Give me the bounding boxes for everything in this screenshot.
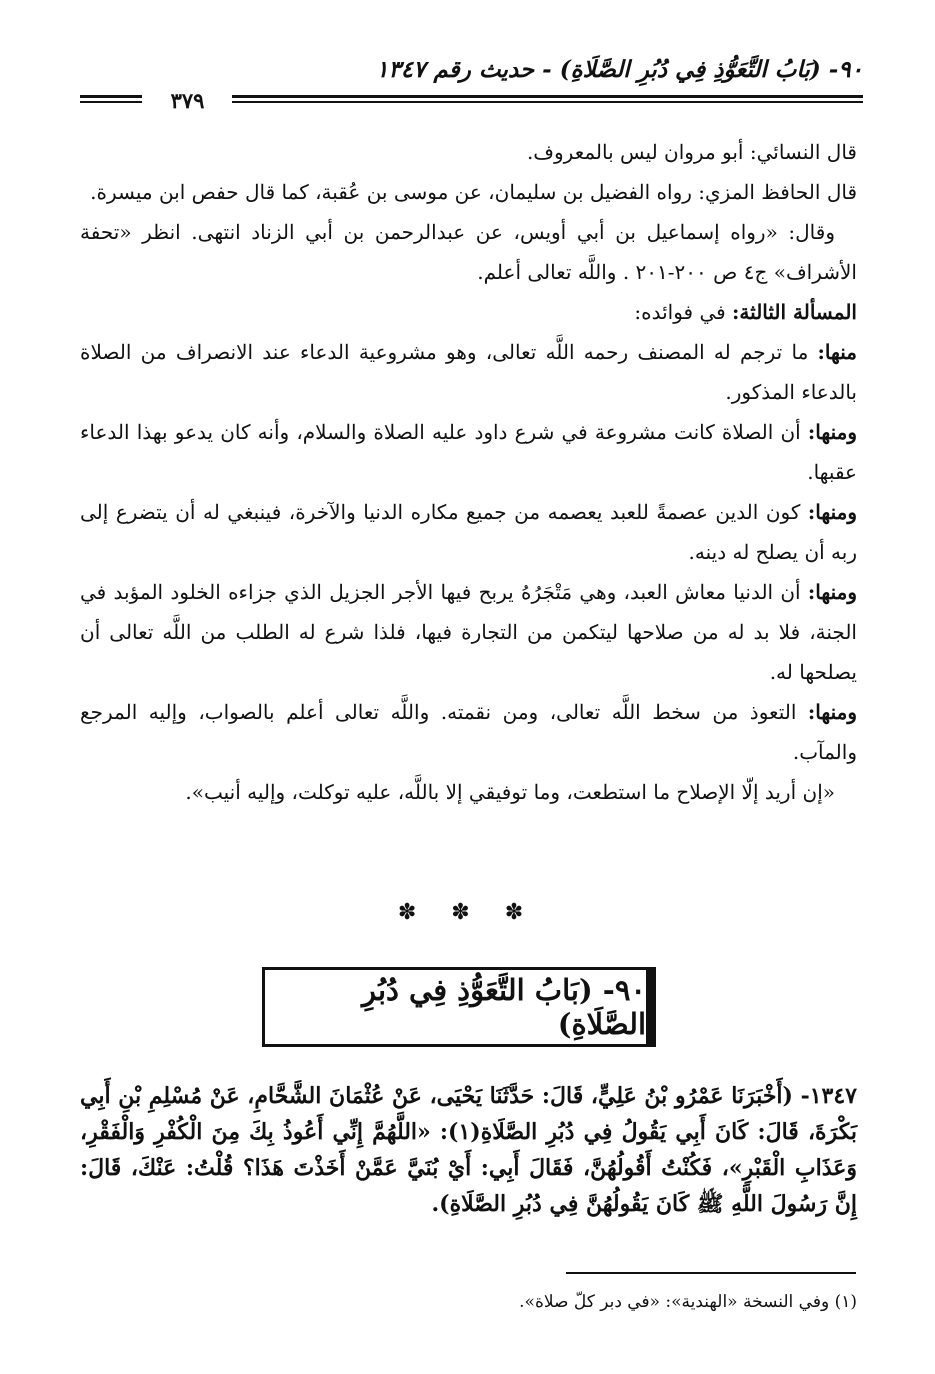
header-rule: [80, 101, 142, 103]
header-rule: [232, 95, 863, 98]
paragraph: وقال: «رواه إسماعيل بن أبي أويس، عن عبدالرحمن بن أبي الزناد انتهى. انظر «تحفة الأشراف» ج٤ ص ٢٠٠-٢٠١ . واللَّه تعالى أعلم.: [80, 220, 857, 284]
commentary-text: [80, 132, 857, 812]
footnote-rule: [566, 1272, 856, 1274]
paragraph: ومنها: أن الدنيا معاش العبد، وهي مَتْجَرُهُ يربح فيها الأجر الجزيل الذي جزاءه الخلود المؤبد في الجنة، فلا بد له من صلاحها ليتكمن من التجارة فيها، فلذا شرع له الطلب من اللَّه تعالى أن يصلحها له.: [80, 580, 858, 684]
section-heading: المسألة الثالثة:: [732, 300, 857, 324]
paragraph: ومنها: كون الدين عصمةً للعبد يعصمه من جميع مكاره الدنيا والآخرة، فينبغي له أن يتضرع إلى ربه أن يصلح له دينه.: [80, 500, 857, 564]
paragraph-lead: ومنها:: [807, 700, 858, 724]
chapter-title: ٩٠- (بَابُ التَّعَوُّذِ فِي دُبُرِ الصَّلَاةِ): [361, 973, 646, 1041]
header-rule: [80, 95, 142, 98]
running-header: ٩٠- (بَابُ التَّعَوُّذِ فِي دُبُرِ الصَّلَاةِ) - حديث رقم ١٣٤٧: [376, 56, 863, 83]
footnote: (١) وفي النسخة «الهندية»: «في دبر كلّ صلاة».: [519, 1292, 857, 1312]
paragraph: منها: ما ترجم له المصنف رحمه اللَّه تعالى، وهو مشروعية الدعاء عند الانصراف من الصلاة بالدعاء المذكور.: [80, 340, 857, 404]
header-rule: [232, 101, 863, 103]
hadith-text: ١٣٤٧- (أَخْبَرَنَا عَمْرُو بْنُ عَلِيٍّ، قَالَ: حَدَّثَنَا يَحْيَى، عَنْ عُثْمَانَ الشَّحَّامِ، عَنْ مُسْلِمِ بْنِ أَبِي بَكْرَةَ، قَالَ: كَانَ أَبِي يَقُولُ فِي دُبُرِ الصَّلَاةِ(١): «اللَّهُمَّ إِنِّي أَعُوذُ بِكَ مِنَ الْكُفْرِ وَالْفَقْرِ، وَعَذَابِ الْقَبْرِ»، فَكُنْتُ أَقُولُهُنَّ، فَقَالَ أَبِي: أَيْ بُنَيَّ عَمَّنْ أَخَذْتَ هَذَا؟ قُلْتُ: عَنْكَ، قَالَ: إِنَّ رَسُولَ اللَّهِ ﷺ كَانَ يَقُولُهُنَّ فِي دُبُرِ الصَّلَاةِ).: [80, 1083, 857, 1217]
page-number: ٣٧٩: [170, 88, 205, 113]
paragraph: قال النسائي: أبو مروان ليس بالمعروف.: [526, 140, 857, 164]
paragraph-lead: منها:: [817, 340, 857, 364]
paragraph: قال الحافظ المزي: رواه الفضيل بن سليمان، عن موسى بن عُقبة، كما قال حفص ابن ميسرة.: [90, 180, 857, 204]
paragraph: «إن أريد إلّا الإصلاح ما استطعت، وما توفيقي إلا باللَّه، عليه توكلت، وإليه أنيب».: [185, 780, 835, 804]
paragraph: ومنها: أن الصلاة كانت مشروعة في شرع داود عليه الصلاة والسلام، وأنه كان يدعو بهذا الدعاء عقبها.: [80, 420, 857, 484]
paragraph: ومنها: التعوذ من سخط اللَّه تعالى، ومن نقمته. واللَّه تعالى أعلم بالصواب، وإليه المرجع والمآب.: [80, 700, 858, 764]
paragraph-lead: ومنها:: [807, 580, 858, 604]
paragraph-lead: ومنها:: [807, 500, 857, 524]
paragraph: المسألة الثالثة: في فوائده:: [634, 300, 857, 324]
section-separator: ✽ ✽ ✽: [397, 900, 538, 925]
chapter-title-box: [262, 967, 656, 1047]
paragraph-lead: ومنها:: [807, 420, 857, 444]
